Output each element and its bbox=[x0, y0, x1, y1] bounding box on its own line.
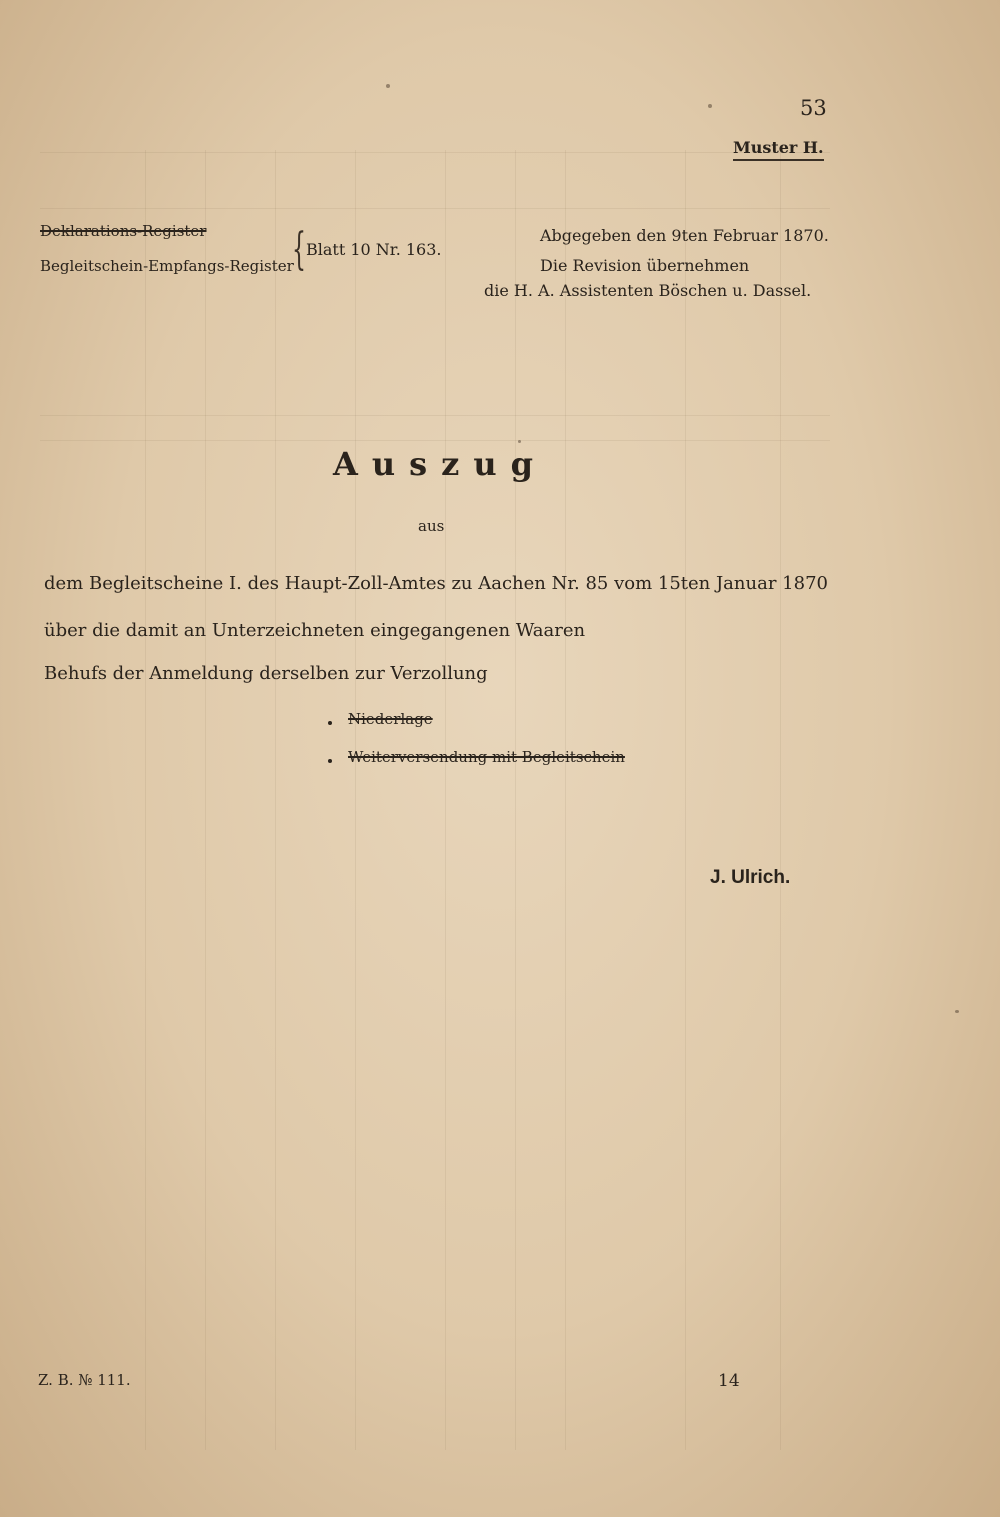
form-reference: Z. B. № 111. bbox=[38, 1371, 131, 1389]
ghost-rule bbox=[40, 440, 830, 441]
ghost-rule bbox=[565, 150, 566, 1450]
ghost-rule bbox=[275, 150, 276, 1450]
ghost-rule bbox=[445, 150, 446, 1450]
sheet-number: 14 bbox=[718, 1371, 740, 1391]
bullet-dot bbox=[328, 759, 332, 763]
body-line: dem Begleitscheine I. des Haupt-Zoll-Amtes zu Aachen Nr. 85 vom 15ten Januar 1870 bbox=[44, 573, 828, 594]
ghost-rule bbox=[40, 415, 830, 416]
body-line: Behufs der Anmeldung derselben zur Verzollung bbox=[44, 663, 488, 684]
register-struck: Deklarations-Register bbox=[40, 222, 207, 240]
paper-speck bbox=[386, 84, 390, 88]
ghost-rule bbox=[515, 150, 516, 1450]
paper-speck bbox=[955, 1010, 959, 1013]
signature: J. Ulrich. bbox=[710, 867, 791, 888]
ghost-rule bbox=[40, 208, 830, 209]
ghost-rule bbox=[780, 150, 781, 1450]
body-line: über die damit an Unterzeichneten eingegangenen Waaren bbox=[44, 620, 586, 641]
document-title: Auszug bbox=[333, 445, 547, 483]
ghost-rule bbox=[145, 150, 146, 1450]
ghost-rule bbox=[205, 150, 206, 1450]
register-active: Begleitschein-Empfangs-Register bbox=[40, 257, 294, 275]
from-label: aus bbox=[418, 517, 445, 535]
ghost-rule bbox=[40, 152, 830, 153]
paper-speck bbox=[518, 440, 521, 443]
page-number: 53 bbox=[800, 96, 827, 120]
option-struck: Niederlage bbox=[348, 710, 433, 728]
folio-reference: Blatt 10 Nr. 163. bbox=[306, 240, 442, 259]
bullet-dot bbox=[328, 721, 332, 725]
sample-label: Muster H. bbox=[733, 138, 824, 161]
ghost-rule bbox=[685, 150, 686, 1450]
revision-assistants: die H. A. Assistenten Böschen u. Dassel. bbox=[484, 281, 812, 300]
ghost-rule bbox=[355, 150, 356, 1450]
revision-line: Die Revision übernehmen bbox=[540, 256, 750, 275]
option-struck: Weiterversendung mit Begleitschein bbox=[348, 748, 625, 766]
brace-glyph: { bbox=[292, 224, 306, 275]
issued-date: Abgegeben den 9ten Februar 1870. bbox=[540, 226, 829, 245]
paper-speck bbox=[708, 104, 712, 108]
